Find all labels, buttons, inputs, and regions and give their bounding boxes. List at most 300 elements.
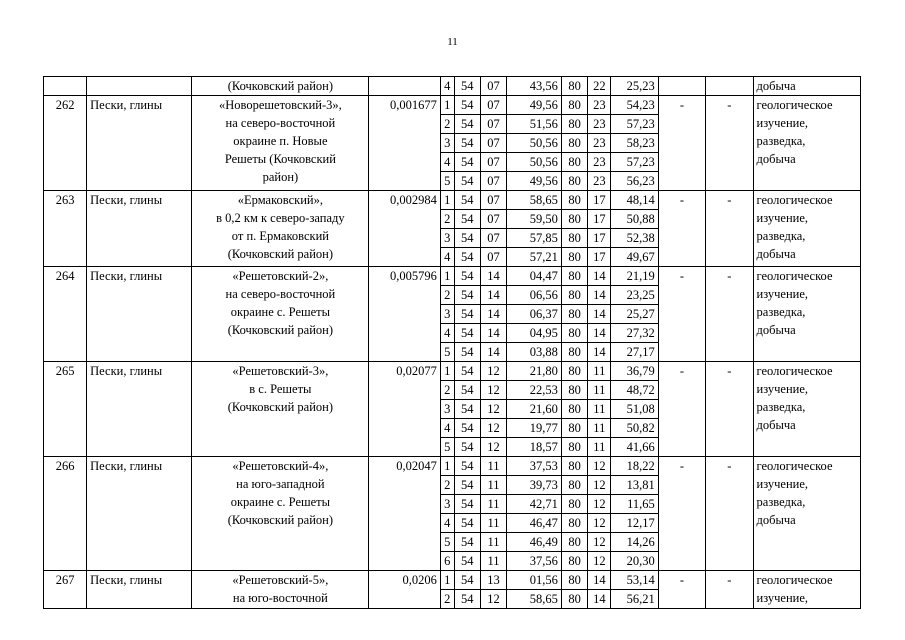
cell-line: от п. Ермаковский	[231, 229, 329, 243]
lat-sec: 42,71	[507, 495, 562, 514]
lat-min: 11	[480, 533, 506, 552]
cell-line: изучение,	[756, 287, 809, 301]
lon-sec: 57,23	[611, 115, 658, 134]
dash-col-1: -	[658, 457, 705, 571]
cell-line: (Кочковский район)	[227, 323, 334, 337]
lon-sec: 12,17	[611, 514, 658, 533]
lat-min: 07	[480, 191, 506, 210]
lat-min: 14	[480, 305, 506, 324]
lat-deg: 54	[454, 191, 480, 210]
lat-deg: 54	[454, 514, 480, 533]
point-number: 2	[440, 381, 454, 400]
cell-line: на юго-западной	[236, 477, 325, 491]
point-number: 2	[440, 115, 454, 134]
lat-min: 14	[480, 286, 506, 305]
lon-sec: 36,79	[611, 362, 658, 381]
lon-deg: 80	[561, 286, 587, 305]
dash-col-2: -	[706, 267, 753, 362]
point-number: 2	[440, 590, 454, 609]
lat-sec: 21,60	[507, 400, 562, 419]
lon-sec: 25,23	[611, 77, 658, 96]
lon-deg: 80	[561, 476, 587, 495]
lat-deg: 54	[454, 77, 480, 96]
lon-deg: 80	[561, 248, 587, 267]
dash-col-1: -	[658, 362, 705, 457]
lon-sec: 18,22	[611, 457, 658, 476]
mineral-type: Пески, глины	[87, 457, 192, 571]
lon-min: 12	[588, 476, 611, 495]
lon-sec: 13,81	[611, 476, 658, 495]
point-number: 3	[440, 400, 454, 419]
lat-sec: 18,57	[507, 438, 562, 457]
point-number: 3	[440, 305, 454, 324]
cell-line: в 0,2 км к северо-западу	[216, 211, 345, 225]
lat-min: 11	[480, 514, 506, 533]
lon-min: 11	[588, 438, 611, 457]
lon-deg: 80	[561, 96, 587, 115]
lat-sec: 46,47	[507, 514, 562, 533]
lat-sec: 22,53	[507, 381, 562, 400]
lat-deg: 54	[454, 343, 480, 362]
dash-col-1: -	[658, 571, 705, 609]
lat-deg: 54	[454, 476, 480, 495]
table-row	[44, 191, 861, 210]
lon-sec: 56,21	[611, 590, 658, 609]
lat-sec: 37,53	[507, 457, 562, 476]
lat-min: 07	[480, 210, 506, 229]
lon-min: 17	[588, 229, 611, 248]
lon-sec: 48,72	[611, 381, 658, 400]
lat-min: 07	[480, 229, 506, 248]
table-row	[44, 77, 861, 96]
lon-sec: 11,65	[611, 495, 658, 514]
table-row	[44, 96, 861, 115]
cell-line: изучение,	[756, 477, 809, 491]
point-number: 6	[440, 552, 454, 571]
lat-sec: 59,50	[507, 210, 562, 229]
lat-min: 12	[480, 419, 506, 438]
mineral-type: Пески, глины	[87, 96, 192, 191]
lon-sec: 49,67	[611, 248, 658, 267]
mineral-type: Пески, глины	[87, 571, 192, 609]
lon-deg: 80	[561, 153, 587, 172]
lat-sec: 57,85	[507, 229, 562, 248]
lon-sec: 52,38	[611, 229, 658, 248]
cell-line: геологическое	[756, 573, 833, 587]
dash-col-2: -	[706, 191, 753, 267]
location	[192, 267, 369, 362]
area: 0,002984	[369, 191, 441, 267]
cell-line: разведка,	[756, 495, 806, 509]
lat-sec: 03,88	[507, 343, 562, 362]
point-number: 3	[440, 134, 454, 153]
lat-sec: 04,47	[507, 267, 562, 286]
lat-min: 12	[480, 381, 506, 400]
lat-sec: 58,65	[507, 191, 562, 210]
point-number: 5	[440, 438, 454, 457]
lon-min: 12	[588, 533, 611, 552]
lat-deg: 54	[454, 305, 480, 324]
point-number: 2	[440, 210, 454, 229]
cell-line: на северо-восточной	[225, 287, 336, 301]
lat-deg: 54	[454, 286, 480, 305]
lon-min: 14	[588, 324, 611, 343]
lon-deg: 80	[561, 590, 587, 609]
dash-col-2: -	[706, 571, 753, 609]
location	[192, 96, 369, 191]
lat-deg: 54	[454, 533, 480, 552]
lon-min: 12	[588, 495, 611, 514]
lon-min: 11	[588, 419, 611, 438]
lon-deg: 80	[561, 343, 587, 362]
lon-deg: 80	[561, 400, 587, 419]
lat-sec: 49,56	[507, 96, 562, 115]
lat-min: 07	[480, 172, 506, 191]
lat-deg: 54	[454, 172, 480, 191]
cell-line: изучение,	[756, 382, 809, 396]
lon-sec: 21,19	[611, 267, 658, 286]
row-number	[44, 77, 87, 96]
cell-line: окраине п. Новые	[233, 134, 328, 148]
lat-deg: 54	[454, 419, 480, 438]
dash-col-1	[658, 77, 705, 96]
point-number: 5	[440, 343, 454, 362]
lon-sec: 20,30	[611, 552, 658, 571]
lat-sec: 58,65	[507, 590, 562, 609]
cell-line: (Кочковский район)	[227, 247, 334, 261]
lon-sec: 54,23	[611, 96, 658, 115]
lat-deg: 54	[454, 210, 480, 229]
lon-min: 23	[588, 153, 611, 172]
lat-min: 14	[480, 324, 506, 343]
lat-min: 11	[480, 495, 506, 514]
lon-min: 22	[588, 77, 611, 96]
lat-min: 11	[480, 457, 506, 476]
lon-sec: 56,23	[611, 172, 658, 191]
area: 0,0206	[369, 571, 441, 609]
lat-deg: 54	[454, 324, 480, 343]
lon-deg: 80	[561, 324, 587, 343]
lon-sec: 48,14	[611, 191, 658, 210]
point-number: 2	[440, 286, 454, 305]
lon-sec: 27,17	[611, 343, 658, 362]
lat-deg: 54	[454, 381, 480, 400]
row-number: 263	[44, 191, 87, 267]
cell-line: изучение,	[756, 116, 809, 130]
purpose	[753, 96, 860, 191]
cell-line: добыча	[756, 152, 796, 166]
row-number: 266	[44, 457, 87, 571]
mineral-type: Пески, глины	[87, 362, 192, 457]
dash-col-1: -	[658, 267, 705, 362]
point-number: 1	[440, 571, 454, 590]
lon-deg: 80	[561, 77, 587, 96]
point-number: 4	[440, 514, 454, 533]
point-number: 4	[440, 153, 454, 172]
lat-min: 07	[480, 96, 506, 115]
lat-deg: 54	[454, 495, 480, 514]
cell-line: геологическое	[756, 269, 833, 283]
dash-col-2: -	[706, 362, 753, 457]
row-number: 267	[44, 571, 87, 609]
point-number: 4	[440, 77, 454, 96]
lon-deg: 80	[561, 362, 587, 381]
lon-min: 12	[588, 552, 611, 571]
lon-min: 17	[588, 191, 611, 210]
cell-line: «Решетовский-4»,	[232, 459, 329, 473]
lon-deg: 80	[561, 457, 587, 476]
lat-min: 12	[480, 590, 506, 609]
purpose	[753, 457, 860, 571]
lat-sec: 01,56	[507, 571, 562, 590]
lon-deg: 80	[561, 115, 587, 134]
area: 0,001677	[369, 96, 441, 191]
lat-sec: 51,56	[507, 115, 562, 134]
lon-min: 14	[588, 343, 611, 362]
lon-deg: 80	[561, 210, 587, 229]
page-number: 11	[447, 36, 458, 48]
lat-min: 12	[480, 438, 506, 457]
lat-deg: 54	[454, 590, 480, 609]
lat-deg: 54	[454, 400, 480, 419]
point-number: 1	[440, 362, 454, 381]
point-number: 2	[440, 476, 454, 495]
lat-sec: 21,80	[507, 362, 562, 381]
cell-line: окраине с. Решеты	[230, 305, 331, 319]
area: 0,005796	[369, 267, 441, 362]
cell-line: (Кочковский район)	[227, 79, 334, 93]
purpose	[753, 77, 860, 96]
dash-col-2: -	[706, 96, 753, 191]
lon-min: 14	[588, 590, 611, 609]
cell-line: Решеты (Кочковский	[224, 152, 336, 166]
cell-line: добыча	[756, 79, 796, 93]
license-areas-table	[43, 76, 861, 609]
lon-sec: 51,08	[611, 400, 658, 419]
table-row	[44, 362, 861, 381]
lat-min: 14	[480, 343, 506, 362]
lon-deg: 80	[561, 533, 587, 552]
lat-min: 07	[480, 153, 506, 172]
lon-min: 14	[588, 267, 611, 286]
lon-sec: 25,27	[611, 305, 658, 324]
lon-sec: 50,88	[611, 210, 658, 229]
cell-line: «Решетовский-5»,	[232, 573, 329, 587]
lat-sec: 57,21	[507, 248, 562, 267]
lon-min: 17	[588, 210, 611, 229]
mineral-type: Пески, глины	[87, 191, 192, 267]
lat-min: 14	[480, 267, 506, 286]
lat-sec: 06,56	[507, 286, 562, 305]
cell-line: «Новорешетовский-3»,	[219, 98, 342, 112]
lat-sec: 37,56	[507, 552, 562, 571]
lat-min: 07	[480, 77, 506, 96]
mineral-type	[87, 77, 192, 96]
lat-min: 07	[480, 248, 506, 267]
lat-sec: 04,95	[507, 324, 562, 343]
cell-line: изучение,	[756, 591, 809, 605]
point-number: 3	[440, 229, 454, 248]
table-row	[44, 267, 861, 286]
lat-min: 07	[480, 134, 506, 153]
cell-line: геологическое	[756, 98, 833, 112]
lat-deg: 54	[454, 248, 480, 267]
lon-deg: 80	[561, 229, 587, 248]
lat-deg: 54	[454, 267, 480, 286]
lat-deg: 54	[454, 134, 480, 153]
point-number: 1	[440, 457, 454, 476]
point-number: 5	[440, 533, 454, 552]
cell-line: (Кочковский район)	[227, 513, 334, 527]
table-row	[44, 457, 861, 476]
lon-sec: 53,14	[611, 571, 658, 590]
lon-deg: 80	[561, 191, 587, 210]
lon-deg: 80	[561, 267, 587, 286]
point-number: 1	[440, 96, 454, 115]
point-number: 5	[440, 172, 454, 191]
cell-line: разведка,	[756, 134, 806, 148]
table-row	[44, 571, 861, 590]
cell-line: добыча	[756, 247, 796, 261]
lat-sec: 49,56	[507, 172, 562, 191]
lat-deg: 54	[454, 571, 480, 590]
mineral-type: Пески, глины	[87, 267, 192, 362]
lat-min: 07	[480, 115, 506, 134]
cell-line: геологическое	[756, 459, 833, 473]
lon-sec: 23,25	[611, 286, 658, 305]
lat-min: 12	[480, 362, 506, 381]
lon-min: 11	[588, 381, 611, 400]
lat-deg: 54	[454, 457, 480, 476]
lon-sec: 41,66	[611, 438, 658, 457]
point-number: 1	[440, 267, 454, 286]
cell-line: добыча	[756, 323, 796, 337]
point-number: 4	[440, 324, 454, 343]
point-number: 1	[440, 191, 454, 210]
location	[192, 362, 369, 457]
lon-min: 23	[588, 134, 611, 153]
area: 0,02047	[369, 457, 441, 571]
cell-line: «Ермаковский»,	[237, 193, 323, 207]
location	[192, 571, 369, 609]
lon-deg: 80	[561, 495, 587, 514]
location	[192, 191, 369, 267]
lon-min: 14	[588, 286, 611, 305]
lon-min: 12	[588, 457, 611, 476]
purpose	[753, 191, 860, 267]
cell-line: «Решетовский-3»,	[232, 364, 329, 378]
lat-deg: 54	[454, 96, 480, 115]
lat-deg: 54	[454, 552, 480, 571]
lon-min: 14	[588, 571, 611, 590]
lon-sec: 27,32	[611, 324, 658, 343]
cell-line: изучение,	[756, 211, 809, 225]
lat-sec: 43,56	[507, 77, 562, 96]
cell-line: район)	[262, 170, 299, 184]
dash-col-1: -	[658, 96, 705, 191]
cell-line: разведка,	[756, 229, 806, 243]
lat-sec: 06,37	[507, 305, 562, 324]
lon-sec: 14,26	[611, 533, 658, 552]
lon-deg: 80	[561, 571, 587, 590]
lon-min: 11	[588, 362, 611, 381]
lon-sec: 57,23	[611, 153, 658, 172]
area: 0,02077	[369, 362, 441, 457]
point-number: 3	[440, 495, 454, 514]
dash-col-2	[706, 77, 753, 96]
area	[369, 77, 441, 96]
lat-sec: 19,77	[507, 419, 562, 438]
cell-line: на юго-восточной	[232, 591, 328, 605]
lat-min: 11	[480, 552, 506, 571]
lon-min: 11	[588, 400, 611, 419]
location	[192, 77, 369, 96]
lat-min: 13	[480, 571, 506, 590]
point-number: 4	[440, 248, 454, 267]
lat-deg: 54	[454, 229, 480, 248]
cell-line: геологическое	[756, 193, 833, 207]
point-number: 4	[440, 419, 454, 438]
lon-min: 12	[588, 514, 611, 533]
dash-col-2: -	[706, 457, 753, 571]
row-number: 262	[44, 96, 87, 191]
lon-deg: 80	[561, 172, 587, 191]
cell-line: добыча	[756, 418, 796, 432]
cell-line: добыча	[756, 513, 796, 527]
purpose	[753, 267, 860, 362]
lon-min: 23	[588, 115, 611, 134]
lat-deg: 54	[454, 362, 480, 381]
lat-min: 11	[480, 476, 506, 495]
lon-deg: 80	[561, 134, 587, 153]
cell-line: окраине с. Решеты	[230, 495, 331, 509]
row-number: 264	[44, 267, 87, 362]
cell-line: разведка,	[756, 400, 806, 414]
lon-min: 23	[588, 172, 611, 191]
purpose	[753, 362, 860, 457]
cell-line: геологическое	[756, 364, 833, 378]
lat-deg: 54	[454, 153, 480, 172]
lon-deg: 80	[561, 305, 587, 324]
purpose	[753, 571, 860, 609]
lon-min: 23	[588, 96, 611, 115]
cell-line: (Кочковский район)	[227, 400, 334, 414]
lat-sec: 46,49	[507, 533, 562, 552]
cell-line: в с. Решеты	[249, 382, 312, 396]
location	[192, 457, 369, 571]
lon-deg: 80	[561, 514, 587, 533]
cell-line: на северо-восточной	[225, 116, 336, 130]
lon-min: 17	[588, 248, 611, 267]
lon-sec: 58,23	[611, 134, 658, 153]
lat-deg: 54	[454, 438, 480, 457]
lat-sec: 50,56	[507, 153, 562, 172]
lon-deg: 80	[561, 419, 587, 438]
lon-deg: 80	[561, 552, 587, 571]
lat-sec: 39,73	[507, 476, 562, 495]
lon-deg: 80	[561, 438, 587, 457]
cell-line: разведка,	[756, 305, 806, 319]
cell-line: «Решетовский-2»,	[232, 269, 329, 283]
dash-col-1: -	[658, 191, 705, 267]
lon-deg: 80	[561, 381, 587, 400]
lat-min: 12	[480, 400, 506, 419]
row-number: 265	[44, 362, 87, 457]
lat-sec: 50,56	[507, 134, 562, 153]
lat-deg: 54	[454, 115, 480, 134]
lon-sec: 50,82	[611, 419, 658, 438]
lon-min: 14	[588, 305, 611, 324]
